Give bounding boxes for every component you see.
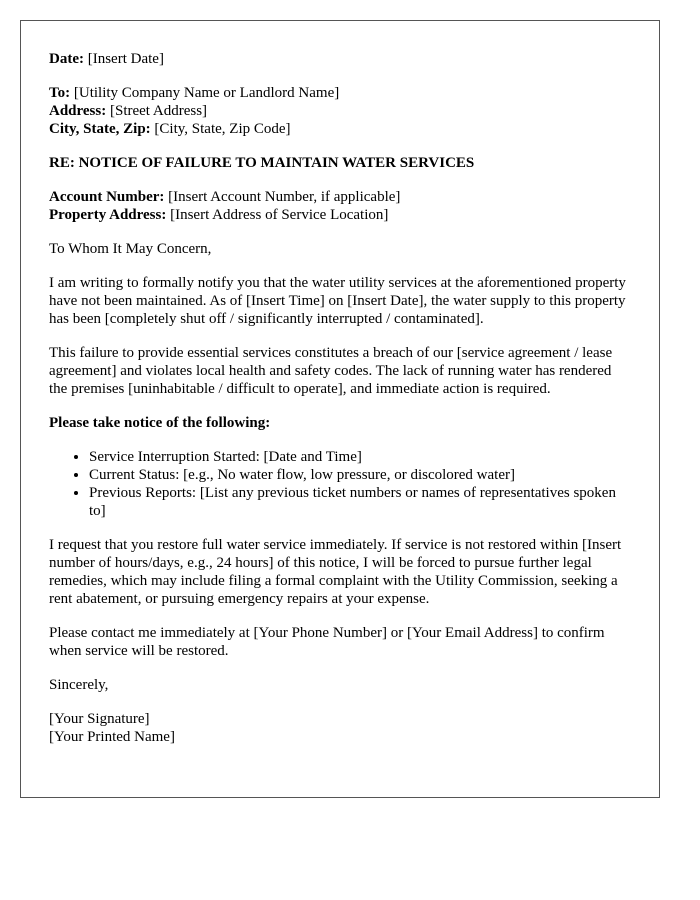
recipient-block (49, 84, 631, 138)
city-line (49, 120, 631, 138)
account-number-value: [Insert Account Number, if applicable] (168, 189, 401, 205)
paragraph-request: I request that you restore full water service immediately. If service is not restored within [Insert number of hours/days, e.g., 24 hours] of this notice, I will be forced to pursue further legal remedies, which may include filing a formal complaint with the Utility Commission, seeking a rent abatement, or pursuing emergency repairs at your expense. (49, 537, 622, 607)
signature-line: [Your Signature] (49, 711, 150, 727)
to-line (49, 84, 631, 102)
city-value: [City, State, Zip Code] (154, 121, 291, 137)
city-label: City, State, Zip: (49, 121, 151, 137)
paragraph-notification: I am writing to formally notify you that the water utility services at the aforementioned property have not been maintained. As of [Insert Time] on [Insert Date], the water supply to this property has been [completely shut off / significantly interrupted / contaminated]. (49, 275, 626, 327)
notice-heading: Please take notice of the following: (49, 415, 271, 431)
letter-document (20, 20, 660, 798)
paragraph-breach: This failure to provide essential services constitutes a breach of our [service agreement / lease agreement] and violates local health and safety codes. The lack of running water has rendered the premises [uninhabitable / difficult to operate], and immediate action is required. (49, 345, 613, 397)
signature-block (49, 710, 631, 746)
sign-off: Sincerely, (49, 677, 109, 693)
to-value: [Utility Company Name or Landlord Name] (73, 85, 340, 101)
account-block (49, 188, 631, 224)
property-address-line (49, 206, 631, 224)
address-line (49, 102, 631, 120)
address-label: Address: (49, 103, 107, 119)
property-address-value: [Insert Address of Service Location] (170, 207, 389, 223)
notice-list (49, 448, 631, 520)
account-number-label: Account Number: (49, 189, 165, 205)
subject-line: RE: NOTICE OF FAILURE TO MAINTAIN WATER SERVICES (49, 155, 475, 171)
date-line (49, 50, 631, 68)
salutation: To Whom It May Concern, (49, 241, 212, 257)
paragraph-contact: Please contact me immediately at [Your Phone Number] or [Your Email Address] to confirm when service will be restored. (49, 625, 605, 659)
property-address-label: Property Address: (49, 207, 167, 223)
list-item: • Previous Reports: [List any previous ticket numbers or names of representatives spoken to] (89, 484, 631, 520)
printed-name-line: [Your Printed Name] (49, 729, 175, 745)
date-label: Date: (49, 51, 84, 67)
to-label: To: (49, 85, 71, 101)
list-item: • Current Status: [e.g., No water flow, low pressure, or discolored water] (89, 466, 631, 484)
date-value: [Insert Date] (87, 51, 164, 67)
list-item: • Service Interruption Started: [Date and Time] (89, 448, 631, 466)
account-number-line (49, 188, 631, 206)
address-value: [Street Address] (109, 103, 208, 119)
